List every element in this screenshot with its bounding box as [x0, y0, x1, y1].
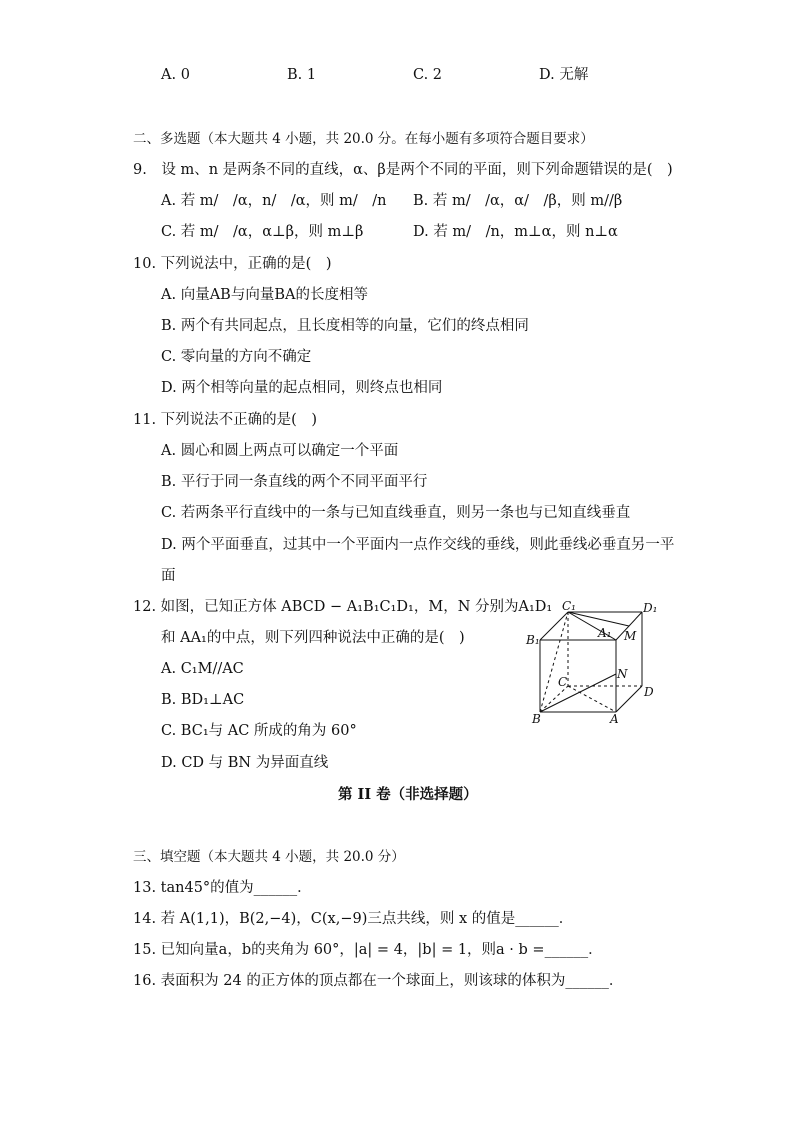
question-16: 16. 表面积为 24 的正方体的顶点都在一个球面上，则该球的体积为______．: [133, 973, 624, 989]
question-12-option-d: D. CD 与 BN 为异面直线: [161, 755, 329, 771]
option-c: C. 2: [413, 67, 443, 83]
question-11-stem: 11. 下列说法不正确的是( ): [133, 412, 317, 428]
section-heading-fill-in: 三、填空题（本大题共 4 小题，共 20.0 分）: [133, 849, 405, 865]
question-13: 13. tan45°的值为______．: [133, 880, 312, 896]
question-11-option-d-line2: 面: [161, 568, 176, 584]
label-d: D: [644, 685, 654, 699]
cube-figure: [524, 596, 664, 726]
question-10-option-d: D. 两个相等向量的起点相同，则终点也相同: [161, 380, 443, 396]
question-12-stem-line1: 12. 如图，已知正方体 ABCD − A₁B₁C₁D₁，M，N 分别为A₁D₁: [133, 599, 553, 615]
question-9-option-b: B. 若 m/ /α，α/ /β，则 m//β: [413, 193, 623, 209]
label-c1: C₁: [562, 599, 576, 613]
question-9-stem: 9. 设 m、n 是两条不同的直线，α、β是两个不同的平面，则下列命题错误的是( ): [133, 162, 673, 178]
question-11-option-a: A. 圆心和圆上两点可以确定一个平面: [161, 443, 399, 459]
label-c: C: [558, 675, 568, 689]
section-heading-multi-choice: 二、多选题（本大题共 4 小题，共 20.0 分。在每小题有多项符合题目要求）: [133, 131, 594, 147]
question-15: 15. 已知向量a，b的夹角为 60°，|a| = 4，|b| = 1，则a · b =______．: [133, 942, 603, 958]
question-10-option-c: C. 零向量的方向不确定: [161, 349, 312, 365]
label-n: N: [617, 667, 628, 681]
question-10-stem: 10. 下列说法中，正确的是( ): [133, 256, 332, 272]
question-12-stem-line2: 和 AA₁的中点，则下列四种说法中正确的是( ): [161, 630, 465, 646]
label-a1: A₁: [598, 626, 612, 640]
question-11-option-d-line1: D. 两个平面垂直，过其中一个平面内一点作交线的垂线，则此垂线必垂直另一平: [161, 537, 675, 553]
question-11-option-c: C. 若两条平行直线中的一条与已知直线垂直，则另一条也与已知直线垂直: [161, 505, 631, 521]
label-m: M: [624, 629, 637, 643]
question-12-option-b: B. BD₁⊥AC: [161, 692, 245, 708]
question-12-option-c: C. BC₁与 AC 所成的角为 60°: [161, 723, 357, 739]
label-b1: B₁: [526, 633, 540, 647]
question-12-option-a: A. C₁M//AC: [161, 661, 244, 677]
question-9-option-a: A. 若 m/ /α，n/ /α，则 m/ /n: [161, 193, 387, 209]
question-9-option-d: D. 若 m/ /n，m⊥α，则 n⊥α: [413, 224, 618, 240]
label-b: B: [532, 712, 541, 726]
label-a: A: [610, 712, 619, 726]
question-10-option-b: B. 两个有共同起点，且长度相等的向量，它们的终点相同: [161, 318, 529, 334]
option-a: A. 0: [161, 67, 190, 83]
question-9-option-c: C. 若 m/ /α，α⊥β，则 m⊥β: [161, 224, 364, 240]
label-d1: D₁: [643, 601, 658, 615]
option-b: B. 1: [287, 67, 317, 83]
part-2-title: 第 II 卷（非选择题）: [338, 786, 478, 803]
question-14: 14. 若 A(1,1)，B(2,−4)，C(x,−9)三点共线，则 x 的值是______．: [133, 911, 574, 927]
option-d: D. 无解: [539, 67, 589, 83]
question-10-option-a: A. 向量AB与向量BA的长度相等: [161, 287, 368, 303]
question-11-option-b: B. 平行于同一条直线的两个不同平面平行: [161, 474, 428, 490]
